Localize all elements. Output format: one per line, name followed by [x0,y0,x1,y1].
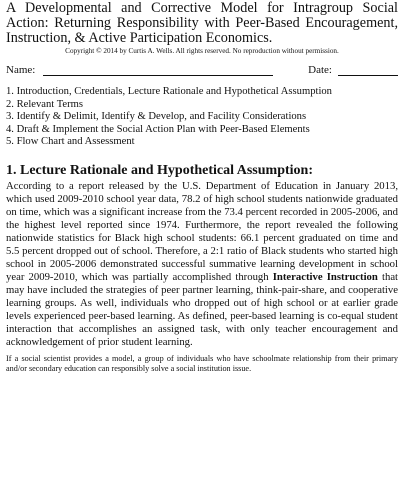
section-heading: 1. Lecture Rationale and Hypothetical Assumption: [6,162,313,178]
name-date-row [6,64,398,76]
date-field [308,64,398,76]
toc-item: 4. Draft & Implement the Social Action Plan with Peer-Based Elements [6,123,310,135]
toc-item: 1. Introduction, Credentials, Lecture Rationale and Hypothetical Assumption [6,86,332,97]
document-title: A Developmental and Corrective Model for Intragroup Social Action: Returning Responsibility with Peer-Based Encouragement, Instruction, & Active Participation Economics. [6,0,398,46]
date-blank-line [338,65,398,76]
body-text-end: that may have included the strategies of peer partner learning, think-pair-share, and cooperative learning groups. As well, individuals who dropped out of high school or at earlier grade levels experienced peer-based learning. As defined, peer-based learning is co-equal student interaction that accomplishes an assigned task, with only teacher encouragement and acknowledgement of prior student learning. [6,270,399,348]
name-field [6,64,273,76]
section-body [6,180,398,349]
name-label: Name: [6,64,36,76]
toc-item: 3. Identify & Delimit, Identify & Develop, and Facility Considerations [6,111,307,123]
toc-item: 2. Relevant Terms [6,98,84,110]
date-label: Date: [308,64,332,76]
document-page [0,1,404,492]
footer-note: If a social scientist provides a model, a group of individuals who have schoolmate relationship from their primary and/or secondary education can responsibly solve a social institution issue. [6,353,398,374]
body-bold-term: Interactive Instruction [272,270,378,283]
copyright-notice: Copyright © 2014 by Curtis A. Wells. All rights reserved. No reproduction without permission. [65,47,339,55]
table-of-contents [6,86,398,149]
body-text-start: According to a report released by the U.S. Department of Education in January 2013, which used 2009-2010 school year data, 78.2 of high school students nationwide graduated on time, which was a significant increase from the 73.4 percent recorded in 2005-2006, and the highest level reported since 1974. Furthermore, the report revealed the following nationwide statistics for Black high school students: 66.1 percent graduated on time and 5.5 percent dropped out of school. Therefore, a 2:1 ratio of Black students who started high school in 2005-2006 demonstrated successful summative learning development in school year 2009-2010, which was partially accomplished through [6,179,398,283]
toc-item: 5. Flow Chart and Assessment [6,136,135,148]
name-blank-line [43,65,273,76]
